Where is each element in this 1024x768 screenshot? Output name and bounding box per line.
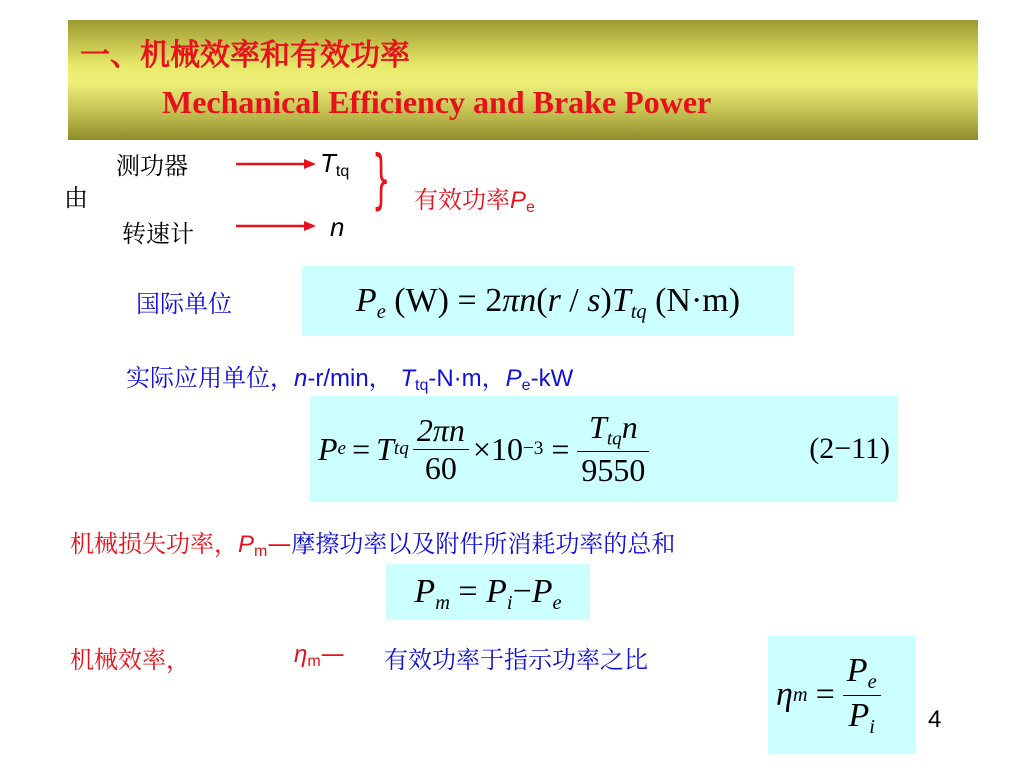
formula-subscript: e — [376, 301, 386, 324]
loss-power-label: 机械损失功率， — [70, 530, 238, 558]
loss-power-P: P — [238, 531, 255, 558]
practical-n-unit: -r/min， — [307, 365, 393, 392]
brake-power-P: P — [510, 187, 527, 214]
formula-symbol: P — [318, 430, 338, 467]
loss-power-dash: — — [267, 530, 292, 558]
fraction-denominator: 60 — [424, 449, 457, 486]
formula-subscript: tq — [630, 301, 647, 324]
tachometer-label: 转速计 — [122, 220, 194, 248]
formula-symbol: T — [589, 409, 607, 446]
formula-number: 2 — [485, 282, 503, 319]
efficiency-formula-body — [776, 636, 881, 754]
practical-formula — [310, 396, 898, 502]
dynamometer-label: 测功器 — [116, 152, 188, 180]
formula-fraction — [843, 651, 881, 739]
loss-formula — [386, 564, 590, 620]
formula-symbol: T — [376, 430, 394, 467]
formula-symbol: π — [502, 282, 520, 319]
formula-symbol: P — [486, 573, 507, 610]
practical-T-unit: -N·m， — [428, 365, 506, 392]
formula-symbol: T — [611, 282, 631, 319]
formula-subscript: tq — [393, 438, 409, 459]
torque-T: T — [320, 148, 336, 178]
si-units-label: 国际单位 — [136, 290, 232, 318]
formula-symbol: s — [587, 282, 601, 319]
practical-n-symbol: n — [294, 365, 308, 392]
formula-subscript: e — [552, 592, 562, 615]
formula-symbol: n — [621, 409, 638, 446]
formula-symbol: P — [848, 696, 870, 734]
formula-subscript: m — [792, 683, 808, 706]
formula-operator: = — [551, 430, 570, 467]
formula-subscript: e — [867, 671, 877, 694]
brake-power-label — [414, 180, 535, 217]
formula-operator: = — [352, 430, 371, 467]
torque-symbol — [320, 148, 349, 181]
formula-operator: / — [560, 282, 588, 319]
si-formula — [302, 266, 794, 336]
formula-subscript: tq — [606, 428, 622, 450]
formula-fraction — [413, 412, 469, 487]
brake-power-sub: e — [526, 199, 535, 216]
loss-power-line — [70, 524, 675, 561]
measure-arrows — [232, 150, 322, 240]
efficiency-label: 机械效率， — [70, 646, 190, 674]
formula-fraction — [577, 409, 649, 489]
practical-units-label: 实际应用单位， — [126, 364, 294, 392]
efficiency-symbol-group — [294, 640, 345, 671]
formula-symbol: r — [547, 282, 561, 319]
formula-subscript: e — [337, 438, 347, 459]
by-label: 由 — [64, 184, 88, 212]
arrow-icon — [236, 221, 316, 231]
practical-T-symbol: T — [400, 365, 415, 392]
formula-symbol: P — [414, 573, 436, 610]
formula-operator: = — [457, 282, 477, 319]
efficiency-eta: η — [294, 641, 308, 668]
formula-power: ×10 — [472, 430, 523, 467]
formula-subscript: i — [869, 715, 875, 738]
efficiency-formula — [768, 636, 916, 754]
speed-symbol: n — [330, 212, 345, 242]
practical-formula-body — [318, 396, 649, 502]
formula-unit: (W) — [394, 282, 449, 319]
equation-number: (2−11) — [809, 432, 890, 465]
formula-exponent: −3 — [522, 438, 544, 459]
brake-power-text: 有效功率 — [414, 186, 510, 214]
formula-symbol: P — [846, 651, 868, 689]
fraction-numerator: 2πn — [413, 412, 469, 450]
formula-operator: − — [512, 573, 532, 610]
loss-power-sub: m — [254, 543, 268, 560]
fraction-numerator — [843, 651, 881, 696]
fraction-denominator — [843, 696, 881, 740]
formula-unit: (N·m) — [655, 282, 741, 319]
title-english: Mechanical Efficiency and Brake Power — [162, 84, 712, 120]
title-chinese: 一、机械效率和有效功率 — [80, 38, 410, 73]
fraction-denominator: 9550 — [581, 452, 646, 488]
formula-symbol: η — [776, 676, 793, 713]
practical-P-unit: -kW — [530, 365, 574, 392]
formula-subscript: m — [435, 592, 450, 615]
loss-power-description: 摩擦功率以及附件所消耗功率的总和 — [291, 530, 676, 558]
formula-symbol: P — [531, 573, 553, 610]
practical-P-symbol: P — [505, 365, 522, 392]
practical-units-line — [126, 358, 573, 395]
formula-operator: = — [458, 573, 478, 610]
formula-symbol: n — [519, 282, 537, 319]
efficiency-line — [70, 640, 190, 675]
formula-paren: ) — [600, 282, 612, 319]
formula-subscript: i — [506, 592, 513, 615]
torque-subscript: tq — [335, 163, 350, 180]
practical-T-sub: tq — [415, 377, 429, 394]
page-number: 4 — [928, 706, 942, 733]
brace-icon: } — [372, 143, 391, 217]
practical-P-sub: e — [521, 377, 531, 394]
efficiency-description: 有效功率于指示功率之比 — [384, 646, 648, 674]
fraction-numerator — [577, 409, 649, 452]
arrow-icon — [236, 159, 316, 169]
efficiency-sub: m — [307, 653, 321, 670]
formula-paren: ( — [536, 282, 548, 319]
formula-symbol: P — [355, 282, 377, 319]
formula-operator: = — [815, 676, 835, 713]
efficiency-dash: — — [320, 640, 345, 668]
